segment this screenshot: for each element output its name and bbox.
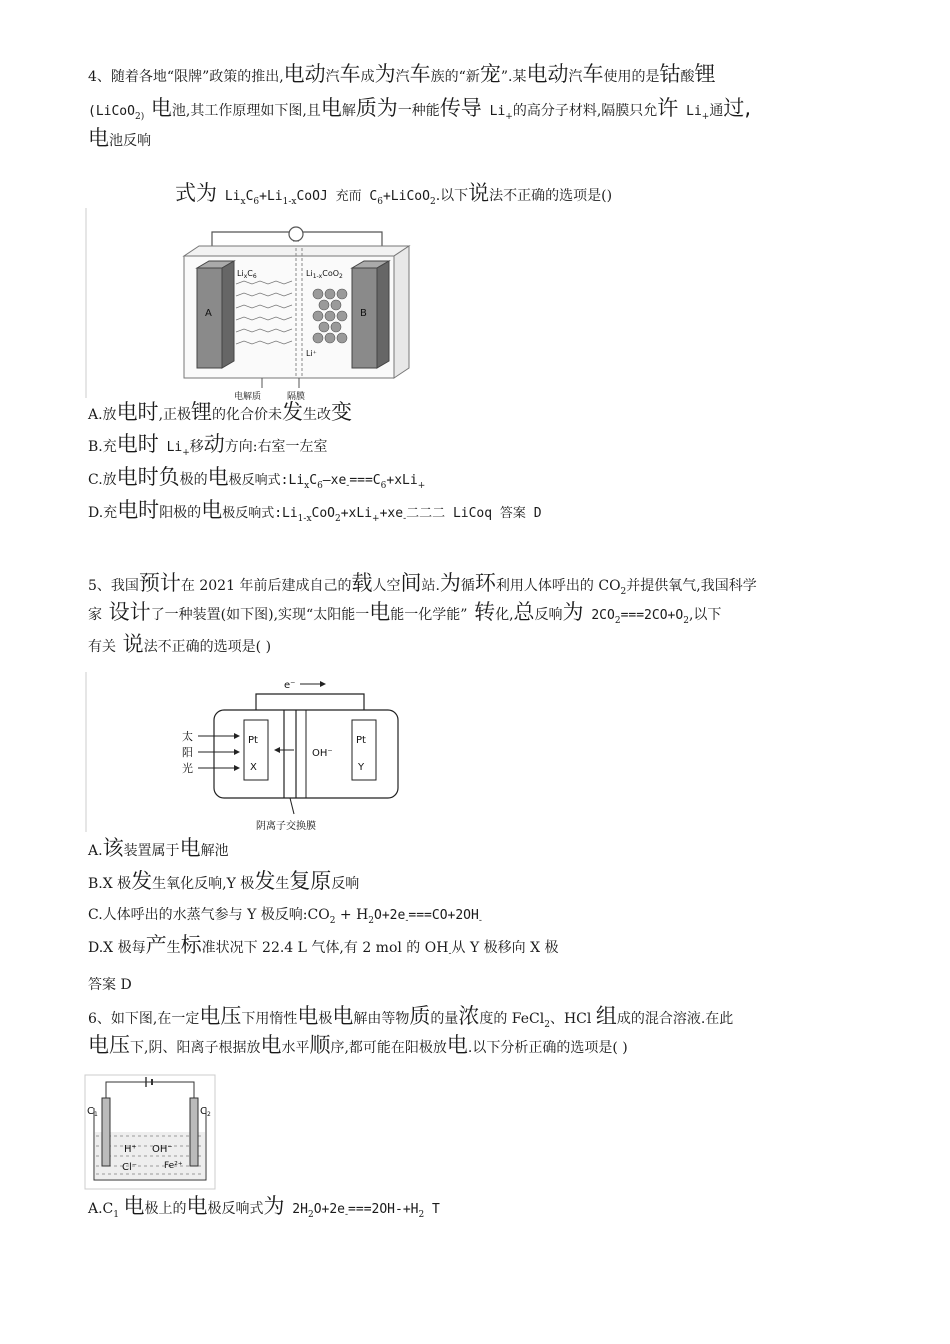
q4-line-4: 式为 $Li_xC_6+Li_{1-x}CoOJ$ 充而 $C_6+LiCoO_2$.以下说法不正确的选项是() <box>175 181 613 207</box>
svg-text:太: 太 <box>182 730 193 743</box>
svg-text:C2: $C_2$ <box>200 1106 211 1118</box>
q6-line-1: 6、如下图,在一定电压下用惰性电极电解由等物质的量浓度的 FeCl$_2$、HCl 组成的混合溶液.在此 <box>88 1004 734 1030</box>
q5-answer: 答案 D <box>88 977 132 993</box>
svg-text:e⁻: e⁻ <box>284 680 296 691</box>
svg-text:Fe²⁺: Fe²⁺ <box>164 1161 183 1171</box>
svg-text:Pt: Pt <box>248 735 258 746</box>
svg-text:H⁺: H⁺ <box>124 1144 137 1155</box>
svg-text:A: A <box>205 308 212 319</box>
svg-text:光: 光 <box>182 762 193 775</box>
svg-text:阴离子交换膜: 阴离子交换膜 <box>256 821 316 832</box>
svg-text:Pt: Pt <box>356 735 366 746</box>
electrolysis-cell-diagram <box>84 1074 216 1190</box>
q4-option-d: D.充电时阳极的电极反响式$:Li_{1-x}CoO_2+xLi_++xe_-$二二二 LiCoq 答案 D <box>88 498 542 524</box>
svg-text:Cl⁻: Cl⁻ <box>122 1162 138 1173</box>
svg-text:隔膜: 隔膜 <box>287 392 306 402</box>
q5-line-3: 有关 说法不正确的选项是( ) <box>88 632 272 656</box>
q5-line-2: 家 设计了一种装置(如下图),实现“太阳能一电能一化学能” 转化,总反响为 $2CO_2===2CO+O_2$,以下 <box>88 600 722 626</box>
q5-option-a: A.该装置属于电解池 <box>88 836 229 860</box>
q5-line-1: 5、我国预计在 2021 年前后建成自己的载人空间站.为循环利用人体呼出的 $CO_2$并提供氧气,我国科学 <box>88 571 757 597</box>
q4-option-a: A.放电时,正极锂的化合价未发生改变 <box>88 400 353 424</box>
svg-text:C1: $C_1$ <box>87 1106 98 1118</box>
q6-line-2: 电压下,阴、阳离子根据放电水平顺序,都可能在阳极放电.以下分析正确的选项是( ) <box>88 1033 628 1057</box>
q4-line-3: 电池反响 <box>88 126 151 150</box>
q4-option-b: B.充电时 $Li_+$移动方向:右室一左室 <box>88 432 328 458</box>
svg-text:LixC6: $Li_xC_6$ <box>237 269 257 280</box>
co2-device-diagram <box>84 672 404 834</box>
svg-text:Li⁺: Li⁺ <box>306 349 317 358</box>
svg-text:Li1-xCoO2: $Li_{1-x}CoO_2$ <box>306 269 343 280</box>
svg-text:阳: 阳 <box>182 746 193 759</box>
q6-option-a: $A.C_1$ 电极上的电极反响式为 $2H_2O+2e_-===2OH-+H_2$ T <box>88 1194 440 1220</box>
q5-option-d: D.X 极每产生标准状况下 22.4 L 气体,有 2 mol 的 $OH_-$从 Y 极移向 X 极 <box>88 933 559 959</box>
q5-option-c: C.人体呼出的水蒸气参与 Y 极反响$:CO_2 + H_2O+2e_-===CO+2OH_-$ <box>88 907 482 926</box>
svg-text:OH⁻: OH⁻ <box>312 748 333 759</box>
svg-text:Y: Y <box>358 762 365 773</box>
q4-option-c: C.放电时负极的电极反响式$:Li_xC_6—xe_-===C_6+xLi_+$ <box>88 465 426 491</box>
battery-diagram <box>84 208 414 403</box>
svg-text:X: X <box>250 762 257 773</box>
svg-text:OH⁻: OH⁻ <box>152 1144 173 1155</box>
q5-option-b: B.X 极发生氧化反响,Y 极发生复原反响 <box>88 869 360 893</box>
bulb-icon <box>289 227 303 241</box>
svg-text:电解质: 电解质 <box>234 392 262 402</box>
q4-line-2: (LiCoO$_{2)}$ 电池,其工作原理如下图,且电解质为一种能传导 $Li_+$的高分子材料,隔膜只允许 $Li_+$通过, <box>88 96 752 122</box>
q4-line-1: 4、随着各地“限牌”政策的推出,电动汽车成为汽车族的“新宠”.某电动汽车使用的是钴酸锂 <box>88 62 716 86</box>
svg-text:B: B <box>360 308 367 319</box>
